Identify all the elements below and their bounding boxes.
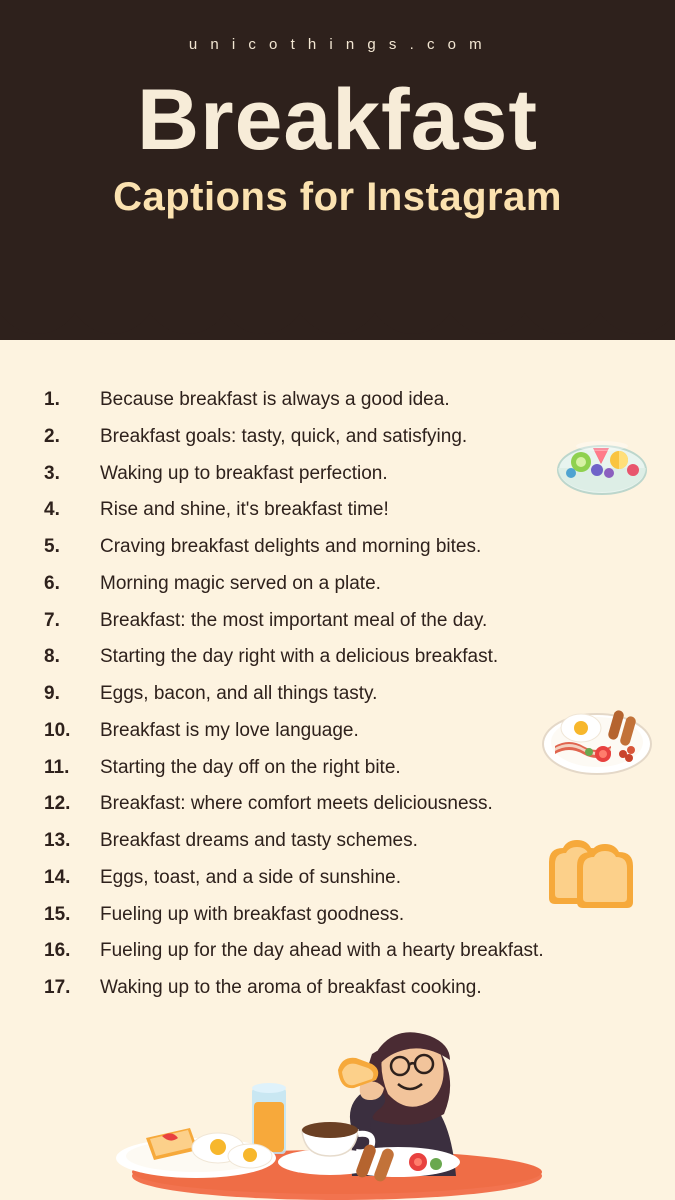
- list-item-number: 11.: [44, 756, 70, 778]
- list-item-text: Breakfast goals: tasty, quick, and satisfying.: [100, 425, 468, 447]
- list-item-number: 2.: [44, 425, 60, 447]
- list-item-text: Starting the day off on the right bite.: [100, 756, 401, 778]
- list-item-text: Eggs, toast, and a side of sunshine.: [100, 866, 402, 888]
- list-item-number: 15.: [44, 903, 71, 925]
- woman-eating-breakfast-icon: [0, 980, 675, 1200]
- list-item-text: Eggs, bacon, and all things tasty.: [100, 683, 378, 704]
- list-item-number: 4.: [44, 499, 60, 521]
- list-item-text: Waking up to breakfast perfection.: [100, 462, 388, 484]
- list-item-number: 5.: [44, 536, 60, 557]
- fruit-bowl-icon: [547, 418, 657, 498]
- list-item-number: 7.: [44, 609, 60, 631]
- list-item-text: Waking up to the aroma of breakfast cooking.: [100, 977, 482, 998]
- list-item-text: Breakfast dreams and tasty schemes.: [100, 830, 418, 851]
- list-item-number: 3.: [44, 462, 60, 484]
- page-header: [0, 0, 675, 340]
- toast-slices-icon: [539, 840, 643, 908]
- list-item-text: Fueling up for the day ahead with a hearty breakfast.: [100, 940, 544, 962]
- captions-section: [0, 340, 675, 1000]
- page-title: Breakfast: [137, 72, 538, 168]
- list-item: [44, 388, 645, 412]
- list-item-text: Because breakfast is always a good idea.: [100, 389, 450, 410]
- list-item: [44, 609, 645, 633]
- list-item-text: Morning magic served on a plate.: [100, 572, 381, 594]
- list-item-number: 17.: [44, 977, 71, 998]
- list-item: [44, 939, 645, 963]
- list-item-text: Rise and shine, it's breakfast time!: [100, 499, 389, 521]
- list-item-text: Breakfast is my love language.: [100, 719, 359, 741]
- page-subtitle: Captions for Instagram: [113, 175, 562, 220]
- list-item-number: 13.: [44, 830, 71, 851]
- scallop-divider: [0, 307, 675, 341]
- list-item: [44, 535, 645, 559]
- list-item-number: 6.: [44, 572, 60, 594]
- list-item: [44, 792, 645, 816]
- list-item-number: 16.: [44, 940, 71, 962]
- list-item-text: Breakfast: the most important meal of the day.: [100, 609, 488, 631]
- list-item-number: 10.: [44, 719, 71, 741]
- list-item-text: Breakfast: where comfort meets deliciousness.: [100, 793, 493, 815]
- breakfast-plate-icon: [537, 688, 657, 780]
- list-item-number: 1.: [44, 389, 60, 410]
- list-item-text: Craving breakfast delights and morning bites.: [100, 536, 482, 557]
- list-item-number: 9.: [44, 683, 60, 704]
- list-item-number: 12.: [44, 793, 71, 815]
- list-item: [44, 645, 645, 669]
- site-url: u n i c o t h i n g s . c o m: [188, 36, 487, 53]
- list-item-number: 14.: [44, 866, 71, 888]
- list-item-text: Starting the day right with a delicious breakfast.: [100, 646, 499, 668]
- list-item: [44, 572, 645, 596]
- list-item-number: 8.: [44, 646, 60, 668]
- list-item-text: Fueling up with breakfast goodness.: [100, 903, 405, 925]
- list-item: [44, 498, 645, 522]
